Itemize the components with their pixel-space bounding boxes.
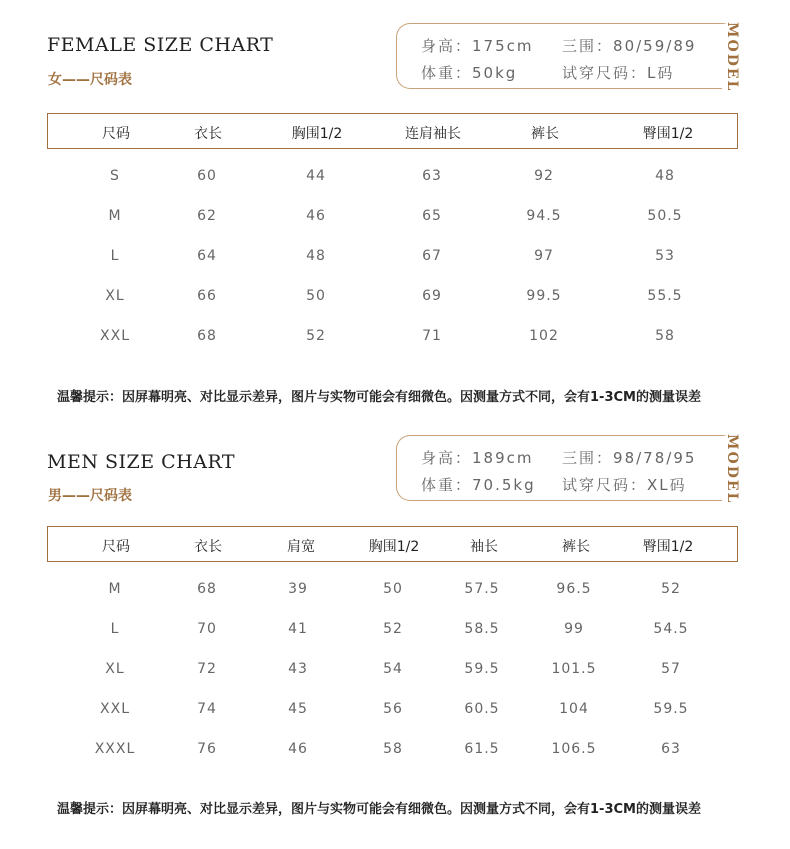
men-header-sleeve: 袖长 xyxy=(470,539,498,555)
female-cell: 48 xyxy=(306,248,326,264)
female-cell: 68 xyxy=(197,328,217,344)
female-height-label: 身高： xyxy=(421,37,473,55)
men-title-en: MEN SIZE CHART xyxy=(47,451,236,473)
female-cell: 66 xyxy=(197,288,217,304)
female-header-sleeve: 连肩袖长 xyxy=(405,126,461,142)
female-tip: 温馨提示：因屏幕明亮、对比显示差异，图片与实物可能会有细微色。因测量方式不同，会有1-3CM的测量误差 xyxy=(57,390,701,405)
female-cell: XXL xyxy=(100,328,130,344)
men-cell: 56 xyxy=(383,701,403,717)
men-cell: 63 xyxy=(661,741,681,757)
female-size: L码 xyxy=(647,64,675,82)
female-cell: 60 xyxy=(197,168,217,184)
men-cell: 58 xyxy=(383,741,403,757)
men-cell: 52 xyxy=(383,621,403,637)
men-size: XL码 xyxy=(647,476,687,494)
men-cell: 52 xyxy=(661,581,681,597)
men-cell: 43 xyxy=(288,661,308,677)
female-header-length: 衣长 xyxy=(194,126,222,142)
female-title-cn: 女——尺码表 xyxy=(48,72,132,88)
men-tip: 温馨提示：因屏幕明亮、对比显示差异，图片与实物可能会有细微色。因测量方式不同，会有1-3CM的测量误差 xyxy=(57,802,701,817)
female-model-line-2 xyxy=(421,62,674,83)
female-cell: 65 xyxy=(422,208,442,224)
men-cell: 41 xyxy=(288,621,308,637)
table-row xyxy=(0,661,790,681)
men-header-size: 尺码 xyxy=(102,539,130,555)
men-cell: 61.5 xyxy=(464,741,500,757)
men-cell: M xyxy=(108,581,122,597)
table-row xyxy=(0,581,790,601)
female-title-en: FEMALE SIZE CHART xyxy=(47,34,274,56)
table-row xyxy=(0,328,790,348)
men-header-hip: 臀围1/2 xyxy=(642,539,694,555)
female-cell: 55.5 xyxy=(647,288,683,304)
men-cell: 72 xyxy=(197,661,217,677)
men-cell: 54.5 xyxy=(653,621,689,637)
table-row xyxy=(0,168,790,188)
table-row xyxy=(0,288,790,308)
female-cell: 92 xyxy=(534,168,554,184)
table-row xyxy=(0,701,790,721)
female-cell: S xyxy=(110,168,120,184)
female-cell: 97 xyxy=(534,248,554,264)
female-weight: 50kg xyxy=(472,64,518,82)
female-model-tag: MODEL xyxy=(724,21,740,93)
female-cell: 99.5 xyxy=(526,288,562,304)
female-cell: 46 xyxy=(306,208,326,224)
men-cell: 96.5 xyxy=(556,581,592,597)
men-cell: 99 xyxy=(564,621,584,637)
female-cell: 64 xyxy=(197,248,217,264)
men-cell: 76 xyxy=(197,741,217,757)
men-title-cn: 男——尺码表 xyxy=(48,488,132,504)
men-cell: 104 xyxy=(559,701,589,717)
female-cell: 50 xyxy=(306,288,326,304)
men-cell: 60.5 xyxy=(464,701,500,717)
female-table-header xyxy=(47,113,738,149)
female-cell: M xyxy=(108,208,122,224)
men-model-line-1 xyxy=(421,447,696,468)
men-cell: 58.5 xyxy=(464,621,500,637)
men-header-length: 衣长 xyxy=(194,539,222,555)
men-weight-label: 体重： xyxy=(421,476,473,494)
female-cell: L xyxy=(110,248,120,264)
men-cell: XL xyxy=(105,661,125,677)
female-cell: 69 xyxy=(422,288,442,304)
female-cell: 63 xyxy=(422,168,442,184)
men-height: 189cm xyxy=(472,449,534,467)
female-header-hip: 臀围1/2 xyxy=(642,126,694,142)
female-cell: XL xyxy=(105,288,125,304)
female-model-line-1 xyxy=(421,35,696,56)
men-cell: XXL xyxy=(100,701,130,717)
men-cell: XXXL xyxy=(94,741,136,757)
men-cell: L xyxy=(110,621,120,637)
female-weight-label: 体重： xyxy=(421,64,473,82)
men-cell: 46 xyxy=(288,741,308,757)
men-header-pants: 裤长 xyxy=(562,539,590,555)
table-row xyxy=(0,621,790,641)
men-cell: 57 xyxy=(661,661,681,677)
men-cell: 101.5 xyxy=(551,661,597,677)
men-cell: 68 xyxy=(197,581,217,597)
female-cell: 58 xyxy=(655,328,675,344)
female-header-chest: 胸围1/2 xyxy=(291,126,343,142)
men-cell: 54 xyxy=(383,661,403,677)
female-size-label: 试穿尺码： xyxy=(562,64,648,82)
female-measure-label: 三围： xyxy=(562,37,614,55)
female-measure: 80/59/89 xyxy=(613,37,697,55)
table-row xyxy=(0,741,790,761)
men-cell: 74 xyxy=(197,701,217,717)
men-measure: 98/78/95 xyxy=(613,449,697,467)
female-cell: 53 xyxy=(655,248,675,264)
men-model-box xyxy=(396,433,740,505)
men-model-tag: MODEL xyxy=(724,433,740,505)
female-model-box xyxy=(396,21,740,93)
female-header-pants: 裤长 xyxy=(531,126,559,142)
female-cell: 94.5 xyxy=(526,208,562,224)
female-cell: 102 xyxy=(529,328,559,344)
female-height: 175cm xyxy=(472,37,534,55)
men-cell: 45 xyxy=(288,701,308,717)
female-cell: 44 xyxy=(306,168,326,184)
men-cell: 50 xyxy=(383,581,403,597)
table-row xyxy=(0,248,790,268)
female-cell: 67 xyxy=(422,248,442,264)
female-cell: 62 xyxy=(197,208,217,224)
men-cell: 57.5 xyxy=(464,581,500,597)
men-cell: 106.5 xyxy=(551,741,597,757)
men-header-chest: 胸围1/2 xyxy=(368,539,420,555)
men-cell: 39 xyxy=(288,581,308,597)
female-cell: 48 xyxy=(655,168,675,184)
men-table-header xyxy=(47,526,738,562)
men-measure-label: 三围： xyxy=(562,449,614,467)
men-size-label: 试穿尺码： xyxy=(562,476,648,494)
female-cell: 50.5 xyxy=(647,208,683,224)
female-cell: 71 xyxy=(422,328,442,344)
men-header-shoulder: 肩宽 xyxy=(287,539,315,555)
men-weight: 70.5kg xyxy=(472,476,536,494)
female-cell: 52 xyxy=(306,328,326,344)
table-row xyxy=(0,208,790,228)
men-model-line-2 xyxy=(421,474,687,495)
men-height-label: 身高： xyxy=(421,449,473,467)
men-cell: 59.5 xyxy=(653,701,689,717)
men-cell: 59.5 xyxy=(464,661,500,677)
men-cell: 70 xyxy=(197,621,217,637)
female-header-size: 尺码 xyxy=(102,126,130,142)
